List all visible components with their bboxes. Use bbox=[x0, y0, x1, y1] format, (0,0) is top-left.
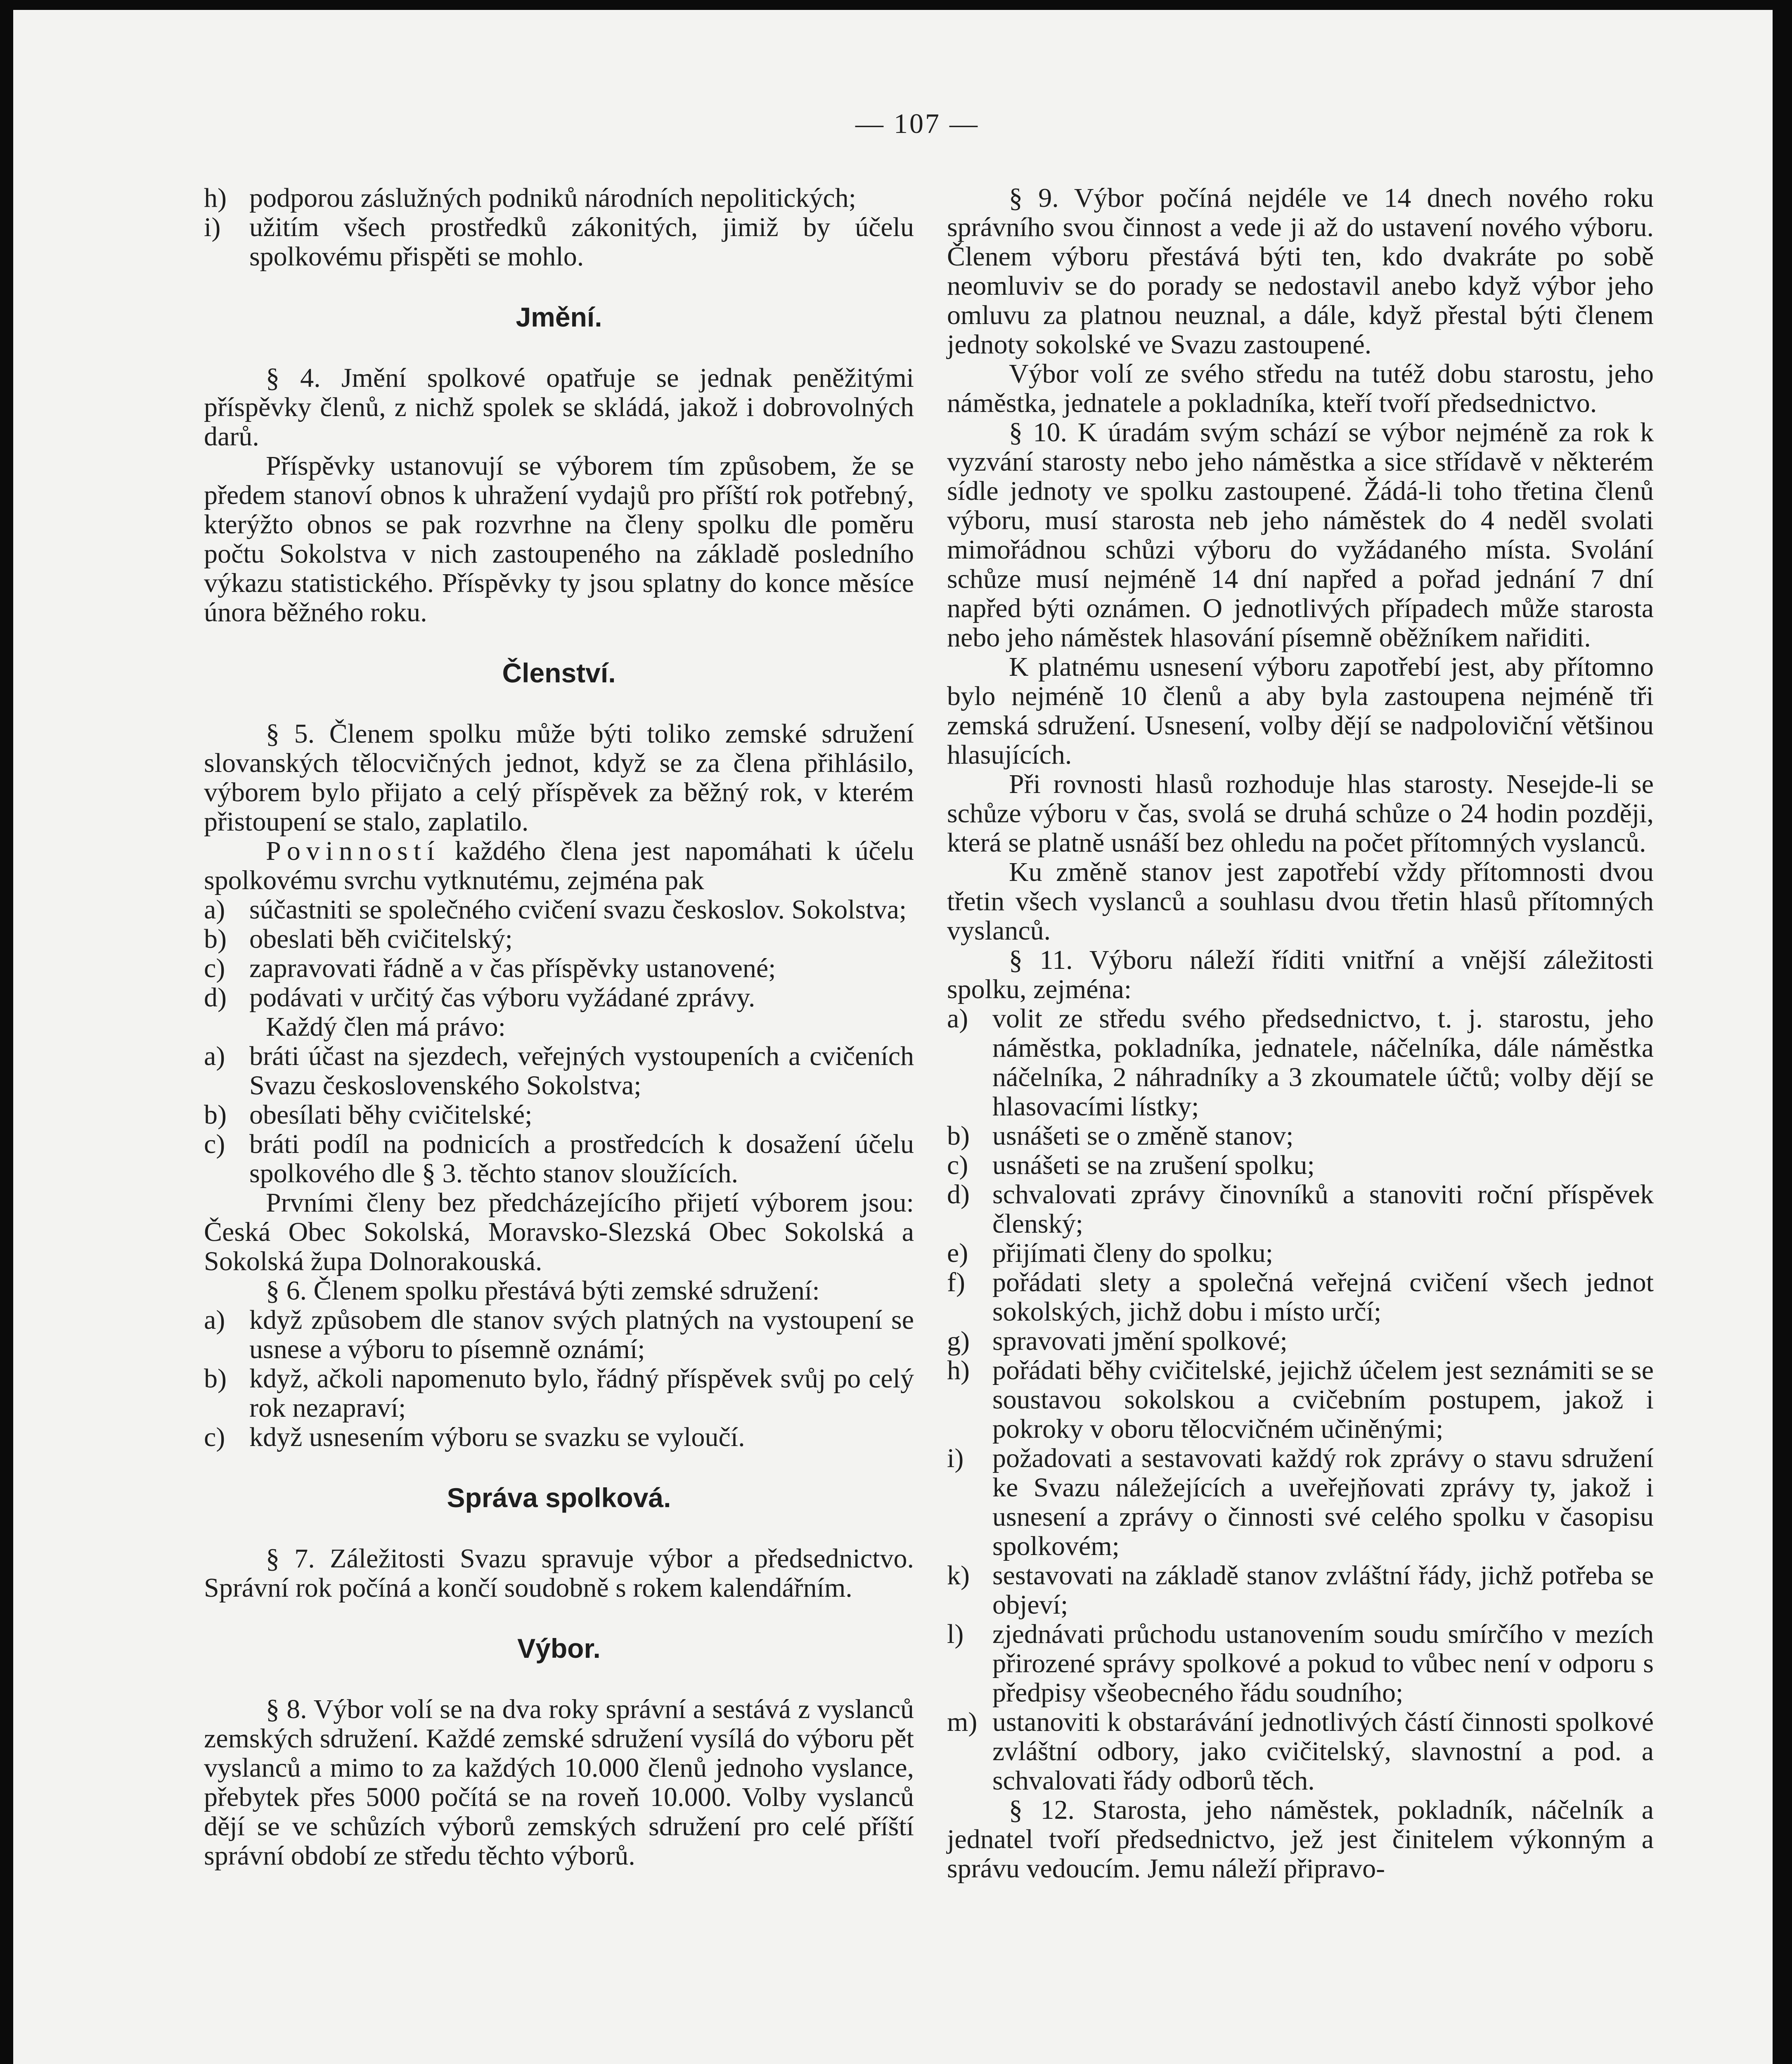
list-item bbox=[947, 1180, 1654, 1238]
list-item bbox=[204, 924, 914, 954]
item-text: spravovati jmění spolkové; bbox=[992, 1326, 1288, 1356]
section-heading-clenstvi: Členství. bbox=[502, 658, 616, 688]
paragraph-9a: § 9. Výbor počíná nejdéle ve 14 dnech nového roku správního svou činnost a vede ji až do ustavení nového výboru. Členem výboru přestává býti ten, kdo dvakráte po sobě neomluviv se do porady se nedostavil anebo když výbor jeho omluvu za platnou neuznal, a dále, když přestal býti členem jednoty sokolské ve Svazu zastoupené. bbox=[947, 183, 1654, 360]
item-text: schvalovati zprávy činovníků a stanoviti roční příspěvek členský; bbox=[992, 1179, 1654, 1239]
item-label: h) bbox=[947, 1355, 970, 1385]
item-text: pořádati slety a společná veřejná cvičení všech jednot sokolských, jichž dobu i místo určí; bbox=[992, 1267, 1654, 1327]
list-item bbox=[947, 1150, 1654, 1180]
paragraph-text: každého člena jest napomáhati k účelu spolkovému svrchu vytknutému, zejména pak bbox=[204, 836, 914, 895]
list-item bbox=[204, 1100, 914, 1129]
list-item bbox=[947, 1004, 1654, 1121]
left-column bbox=[204, 183, 914, 1870]
paragraph-povinnosti bbox=[204, 836, 914, 895]
list-item bbox=[947, 1619, 1654, 1707]
item-label: c) bbox=[204, 1422, 225, 1452]
list-item bbox=[204, 895, 914, 924]
item-label: l) bbox=[947, 1619, 964, 1649]
item-text: obeslati běh cvičitelský; bbox=[249, 924, 513, 954]
item-text: pořádati běhy cvičitelské, jejichž účelem jest seznámiti se se soustavou sokolskou a cvičebním postupem, jakož i pokroky v oboru tělocvičném učiněnými; bbox=[992, 1355, 1654, 1444]
list-item bbox=[204, 1364, 914, 1423]
list-item bbox=[947, 1121, 1654, 1150]
item-label: a) bbox=[947, 1004, 968, 1034]
item-label: f) bbox=[947, 1267, 965, 1297]
list-item bbox=[947, 1707, 1654, 1795]
item-label: b) bbox=[947, 1121, 970, 1151]
paragraph-prvni-clenove: Prvními členy bez předcházejícího přijetí výborem jsou: Česká Obec Sokolská, Moravsko-Slezská Obec Sokolská a Sokolská župa Dolnorakouská. bbox=[204, 1188, 914, 1276]
item-text: když způsobem dle stanov svých platných na vystoupení se usnese a výboru to písemně oznámí; bbox=[249, 1305, 914, 1364]
list-item bbox=[947, 1268, 1654, 1326]
list-item bbox=[947, 1326, 1654, 1356]
item-label: g) bbox=[947, 1326, 970, 1356]
item-label: h) bbox=[204, 183, 227, 213]
item-label: c) bbox=[947, 1150, 968, 1180]
paragraph-8: § 8. Výbor volí se na dva roky správní a sestává z vyslanců zemských sdružení. Každé zemské sdružení vysílá do výboru pět vyslanců a mimo to za každých 10.000 členů jednoho vyslance, přebytek přes 5000 počítá se na roveň 10.000. Volby vyslanců dějí se ve schůzích výborů zemských sdružení pro celé příští správní období ze středu těchto výborů. bbox=[204, 1694, 914, 1871]
list-item bbox=[204, 1305, 914, 1364]
item-label: d) bbox=[204, 982, 227, 1013]
list-item bbox=[204, 983, 914, 1012]
list-item bbox=[204, 1041, 914, 1100]
list-item bbox=[204, 213, 914, 271]
page-number: — 107 — bbox=[855, 108, 979, 139]
item-label: k) bbox=[947, 1560, 970, 1591]
paragraph-11: § 11. Výboru náleží říditi vnitřní a vnější záležitosti spolku, zejména: bbox=[947, 945, 1654, 1004]
list-item bbox=[947, 1444, 1654, 1561]
item-text: podávati v určitý čas výboru vyžádané zprávy. bbox=[249, 982, 755, 1013]
item-text: zjednávati průchodu ustanovením soudu smírčího v mezích přirozené správy spolkové a pokud to vůbec není v odporu s předpisy všeobecného řádu soudního; bbox=[992, 1619, 1654, 1708]
item-text: užitím všech prostředků zákonitých, jimiž by účelu spolkovému přispěti se mohlo. bbox=[249, 212, 914, 272]
item-text: když, ačkoli napomenuto bylo, řádný příspěvek svůj po celý rok nezapraví; bbox=[249, 1363, 914, 1423]
item-label: c) bbox=[204, 953, 225, 983]
item-label: b) bbox=[204, 1363, 227, 1394]
item-text: bráti podíl na podnicích a prostředcích k dosažení účelu spolkového dle § 3. těchto stanov sloužících. bbox=[249, 1129, 914, 1188]
item-label: d) bbox=[947, 1179, 970, 1210]
item-label: i) bbox=[947, 1443, 964, 1473]
item-text: súčastniti se společného cvičení svazu českoslov. Sokolstva; bbox=[249, 895, 907, 925]
item-label: a) bbox=[204, 1041, 225, 1071]
paragraph-10d: Ku změně stanov jest zapotřebí vždy přítomnosti dvou třetin všech vyslanců a souhlasu dvou třetin hlasů přítomných vyslanců. bbox=[947, 857, 1654, 946]
item-text: sestavovati na základě stanov zvláštní řády, jichž potřeba se objeví; bbox=[992, 1560, 1654, 1620]
list-item bbox=[947, 1356, 1654, 1444]
item-text: zapravovati řádně a v čas příspěvky ustanovené; bbox=[249, 953, 776, 983]
paragraph-10b: K platnému usnesení výboru zapotřebí jest, aby přítomno bylo nejméně 10 členů a aby byla zastoupena nejméně tři zemská sdružení. Usnesení, volby dějí se nadpoloviční většinou hlasujících. bbox=[947, 652, 1654, 770]
list-item bbox=[204, 954, 914, 983]
right-column bbox=[947, 183, 1654, 1883]
list-item bbox=[204, 1423, 914, 1452]
list-item bbox=[204, 1129, 914, 1188]
item-text: podporou záslužných podniků národních nepolitických; bbox=[249, 183, 856, 213]
paragraph-5: § 5. Členem spolku může býti toliko zemské sdružení slovanských tělocvičných jednot, když se za člena přihlásilo, výborem bylo přijato a celý příspěvek za běžný rok, v kterém přistoupení se stalo, zaplatilo. bbox=[204, 719, 914, 837]
item-text: obesílati běhy cvičitelské; bbox=[249, 1100, 533, 1130]
list-item bbox=[947, 1238, 1654, 1268]
paragraph-10c: Při rovnosti hlasů rozhoduje hlas starosty. Nesejde-li se schůze výboru v čas, svolá se druhá schůze o 24 hodin později, která se platně usnáší bez ohledu na počet přítomných vyslanců. bbox=[947, 769, 1654, 858]
paragraph-4b: Příspěvky ustanovují se výborem tím způsobem, že se předem stanoví obnos k uhražení vydajů pro příští rok potřebný, kterýžto obnos se pak rozvrhne na členy spolku dle poměru počtu Sokolstva v nich zastoupeného na základě posledního výkazu statistického. Příspěvky ty jsou splatny do konce měsíce února běžného roku. bbox=[204, 451, 914, 627]
item-label: a) bbox=[204, 895, 225, 925]
spaced-word: Povinností bbox=[266, 836, 440, 866]
paragraph-7: § 7. Záležitosti Svazu spravuje výbor a předsednictvo. Správní rok počíná a končí soudobně s rokem kalendářním. bbox=[204, 1543, 914, 1603]
section-heading-sprava: Správa spolková. bbox=[447, 1482, 671, 1513]
item-label: b) bbox=[204, 924, 227, 954]
document-page bbox=[13, 10, 1773, 2064]
item-text: bráti účast na sjezdech, veřejných vystoupeních a cvičeních Svazu československého Sokolstva; bbox=[249, 1041, 914, 1101]
item-text: když usnesením výboru se svazku se vyloučí. bbox=[249, 1422, 745, 1452]
item-label: i) bbox=[204, 212, 221, 242]
section-heading-jmeni: Jmění. bbox=[516, 302, 602, 332]
paragraph-rights-intro: Každý člen má právo: bbox=[266, 1012, 506, 1042]
list-item bbox=[204, 183, 914, 213]
item-text: ustanoviti k obstarávání jednotlivých částí činnosti spolkové zvláštní odbory, jako cvičitelský, slavnostní a pod. a schvalovati řády odborů těch. bbox=[992, 1707, 1654, 1796]
section-heading-vybor: Výbor. bbox=[517, 1633, 601, 1664]
item-label: b) bbox=[204, 1100, 227, 1130]
item-text: přijímati členy do spolku; bbox=[992, 1238, 1274, 1268]
paragraph-6: § 6. Členem spolku přestává býti zemské sdružení: bbox=[266, 1276, 820, 1306]
item-label: e) bbox=[947, 1238, 968, 1268]
item-text: požadovati a sestavovati každý rok zprávy o stavu sdružení ke Svazu náležejících a uveřejňovati zprávy ty, jakož i usnesení a zprávy o činnosti své celého spolku v časopisu spolkovém; bbox=[992, 1443, 1654, 1561]
item-text: usnášeti se na zrušení spolku; bbox=[992, 1150, 1315, 1180]
paragraph-9b: Výbor volí ze svého středu na tutéž dobu starostu, jeho náměstka, jednatele a pokladníka, kteří tvoří předsednictvo. bbox=[947, 359, 1654, 418]
paragraph-12: § 12. Starosta, jeho náměstek, pokladník, náčelník a jednatel tvoří předsednictvo, jež jest činitelem výkonným a správu vedoucím. Jemu náleží připravo- bbox=[947, 1795, 1654, 1884]
item-label: m) bbox=[947, 1707, 978, 1737]
paragraph-10a: § 10. K úradám svým schází se výbor nejméně za rok k vyzvání starosty nebo jeho náměstka a sice střídavě v některém sídle jednoty ve spolku zastoupené. Žádá-li toho třetina členů výboru, musí starosta neb jeho náměstek do 4 neděl svolati mimořádnou schůzi výboru do vyžádaného místa. Svolání schůze musí nejméně 14 dní napřed a pořad jednání 7 dní napřed býti oznámen. O jednotlivých případech může starosta nebo jeho náměstek hlasování písemně oběžníkem nařiditi. bbox=[947, 417, 1654, 653]
item-label: c) bbox=[204, 1129, 225, 1159]
list-item bbox=[947, 1561, 1654, 1619]
paragraph-4a: § 4. Jmění spolkové opatřuje se jednak peněžitými příspěvky členů, z nichž spolek se skládá, jakož i dobrovolných darů. bbox=[204, 363, 914, 452]
item-label: a) bbox=[204, 1305, 225, 1335]
item-text: volit ze středu svého předsednictvo, t. j. starostu, jeho náměstka, pokladníka, jednatele, náčelníka, dále náměstka náčelníka, 2 náhradníky a 3 zkoumatele účtů; volby dějí se hlasovacími lístky; bbox=[992, 1004, 1654, 1122]
item-text: usnášeti se o změně stanov; bbox=[992, 1121, 1294, 1151]
